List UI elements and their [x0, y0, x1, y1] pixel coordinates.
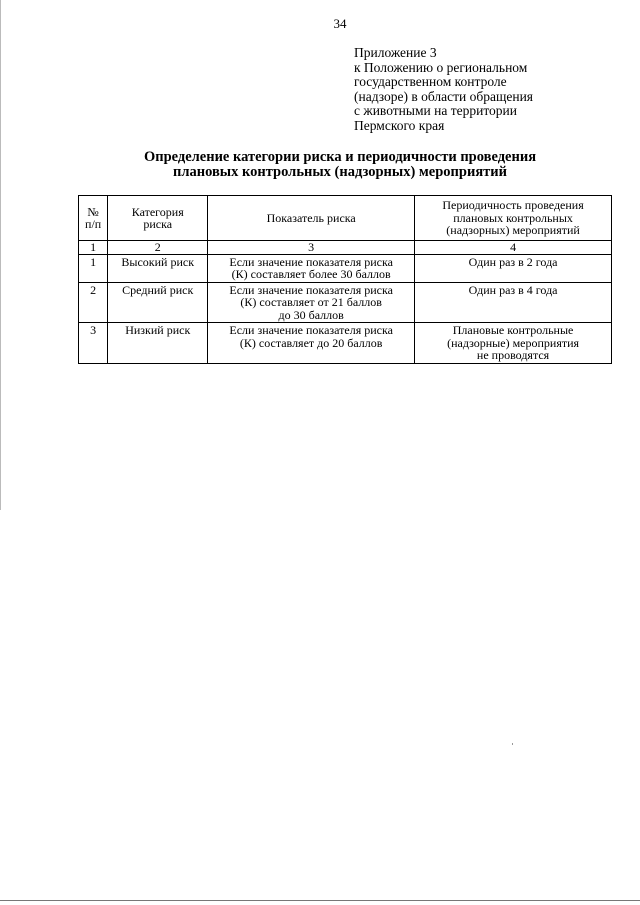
indicator-line: (К) составляет от 21 баллов [240, 295, 382, 309]
table-header-row [79, 196, 612, 241]
title-line: плановых контрольных (надзорных) мероприятий [172, 164, 507, 180]
scan-speck [512, 743, 513, 745]
row-category: Высокий риск [108, 254, 208, 282]
periodicity-line: (надзорные) мероприятия [447, 335, 580, 350]
indicator-line: Если значение показателя риска [229, 254, 393, 269]
scan-edge-bottom [0, 900, 640, 901]
row-periodicity [415, 323, 612, 364]
column-index: 3 [208, 241, 415, 255]
table-row [79, 282, 612, 323]
row-num: 3 [79, 323, 108, 364]
header-category-line: риска [143, 217, 173, 231]
table-row [79, 323, 612, 364]
header-periodicity-line: Периодичность проведения [442, 198, 584, 213]
header-periodicity-line: плановых контрольных [453, 210, 573, 225]
periodicity-line: не проводятся [476, 348, 550, 362]
row-indicator [208, 282, 415, 323]
column-index: 4 [415, 241, 612, 255]
column-index: 2 [108, 241, 208, 255]
table-row [79, 254, 612, 282]
page-number: 34 [333, 16, 347, 31]
appendix-line: (надзоре) в области обращения [354, 88, 534, 104]
appendix-line: Пермского края [354, 117, 445, 133]
header-category-line: Категория [131, 204, 184, 219]
header-num-line: п/п [85, 217, 102, 231]
appendix-line: государственном контроле [354, 74, 507, 89]
column-index-row [79, 241, 612, 255]
scan-edge-left [0, 0, 1, 510]
header-num-line: № [87, 204, 99, 219]
row-category: Низкий риск [108, 323, 208, 364]
indicator-line: Если значение показателя риска [229, 323, 393, 337]
row-num: 1 [79, 254, 108, 282]
periodicity-line: Один раз в 2 года [468, 254, 558, 269]
document-title [70, 150, 610, 180]
header-num [79, 196, 108, 241]
title-line: Определение категории риска и периодичности проведения [143, 149, 537, 165]
column-index: 1 [79, 241, 108, 255]
indicator-line: до 30 баллов [278, 307, 344, 322]
row-periodicity [415, 254, 612, 282]
row-indicator [208, 323, 415, 364]
row-indicator [208, 254, 415, 282]
appendix-block [354, 46, 624, 133]
appendix-line: к Положению о региональном [354, 59, 528, 75]
row-num: 2 [79, 282, 108, 323]
appendix-line: Приложение 3 [354, 45, 437, 60]
row-periodicity [415, 282, 612, 323]
indicator-line: (К) составляет более 30 баллов [231, 267, 391, 281]
indicator-line: Если значение показателя риска [229, 282, 393, 297]
indicator-line: (К) составляет до 20 баллов [239, 335, 383, 350]
header-periodicity [415, 196, 612, 241]
header-periodicity-line: (надзорных) мероприятий [446, 223, 580, 238]
header-category [108, 196, 208, 241]
periodicity-line: Плановые контрольные [452, 323, 574, 337]
risk-category-table [78, 195, 612, 364]
appendix-line: с животными на территории [354, 103, 517, 118]
periodicity-line: Один раз в 4 года [468, 282, 558, 297]
header-indicator: Показатель риска [208, 196, 415, 241]
row-category: Средний риск [108, 282, 208, 323]
